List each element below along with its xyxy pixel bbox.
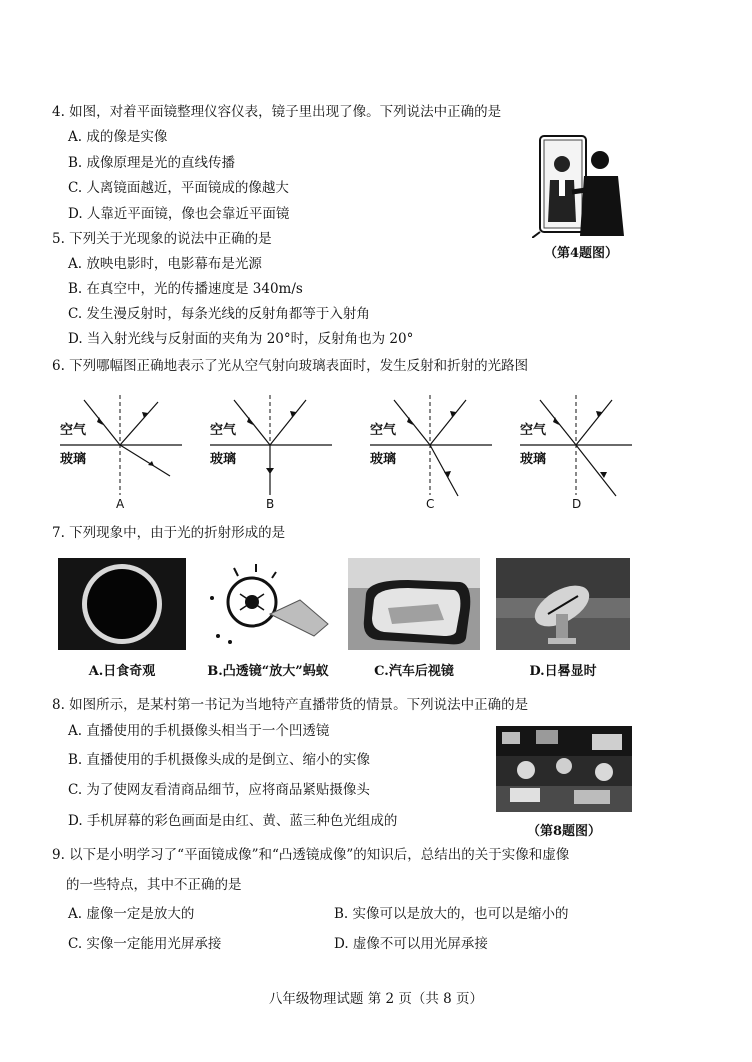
q7-stem: 7. 下列现象中，由于光的折射形成的是 [52, 525, 286, 541]
q6-diagram-b [210, 392, 340, 521]
q8-photo-livestream [496, 726, 632, 812]
q7-photo-b-magnifier [204, 558, 332, 650]
q4-option-a: A. 成的像是实像 [68, 129, 168, 145]
q9-option-a: A. 虚像一定是放大的 [68, 906, 195, 922]
q6-label-a: A [116, 497, 125, 511]
mirror-person-illustration [532, 132, 630, 238]
q4-figure [532, 132, 630, 238]
q6c-medium-air: 空气 [370, 423, 397, 438]
q8-option-a: A. 直播使用的手机摄像头相当于一个凹透镜 [68, 723, 330, 739]
q6a-medium-glass: 玻璃 [60, 452, 87, 467]
q8-stem: 8. 如图所示，是某村第一书记为当地特产直播带货的情景。下列说法中正确的是 [52, 697, 529, 713]
q7-photo-c-rearview-mirror [348, 558, 480, 650]
q8-option-c: C. 为了使网友看清商品细节，应将商品紧贴摄像头 [68, 782, 370, 798]
q7-caption-d: D.日晷显时 [529, 664, 597, 679]
q6-diagram-d [520, 392, 650, 521]
q9-option-c: C. 实像一定能用光屏承接 [68, 936, 222, 952]
q7-photo-a-eclipse [58, 558, 186, 650]
q5-option-d: D. 当入射光线与反射面的夹角为 20°时，反射角也为 20° [68, 331, 414, 347]
page-footer: 八年级物理试题 第 2 页（共 8 页） [268, 991, 484, 1007]
q7-caption-b: B.凸透镜“放大”蚂蚁 [207, 664, 329, 679]
q7-caption-a: A.日食奇观 [88, 664, 156, 679]
q5-stem: 5. 下列关于光现象的说法中正确的是 [52, 231, 272, 247]
q6c-medium-glass: 玻璃 [370, 452, 397, 467]
q6b-medium-air: 空气 [210, 423, 237, 438]
q6-diagram-a [60, 392, 190, 521]
q8-option-b: B. 直播使用的手机摄像头成的是倒立、缩小的实像 [68, 752, 371, 768]
q4-stem: 4. 如图，对着平面镜整理仪容仪表，镜子里出现了像。下列说法中正确的是 [52, 104, 502, 120]
q6-stem: 6. 下列哪幅图正确地表示了光从空气射向玻璃表面时，发生反射和折射的光路图 [52, 358, 529, 374]
q5-option-b: B. 在真空中，光的传播速度是 340m/s [68, 281, 303, 297]
q5-option-a: A. 放映电影时，电影幕布是光源 [68, 256, 262, 272]
q6a-medium-air: 空气 [60, 423, 87, 438]
q7-photo-d-sundial [496, 558, 630, 650]
q8-figure-caption: （第8题图） [526, 824, 602, 839]
q4-option-c: C. 人离镜面越近，平面镜成的像越大 [68, 180, 289, 196]
q8-option-d: D. 手机屏幕的彩色画面是由红、黄、蓝三种色光组成的 [68, 813, 398, 829]
q4-figure-caption: （第4题图） [543, 246, 619, 261]
q9-stem-line1: 9. 以下是小明学习了“平面镜成像”和“凸透镜成像”的知识后，总结出的关于实像和虚像 [52, 847, 570, 863]
q6d-medium-air: 空气 [520, 423, 547, 438]
q4-option-d: D. 人靠近平面镜，像也会靠近平面镜 [68, 206, 290, 222]
q6-label-d: D [572, 497, 582, 511]
q6d-medium-glass: 玻璃 [520, 452, 547, 467]
q7-caption-c: C.汽车后视镜 [374, 664, 454, 679]
q6-label-b: B [266, 497, 275, 511]
q4-option-b: B. 成像原理是光的直线传播 [68, 155, 236, 171]
q5-option-c: C. 发生漫反射时，每条光线的反射角都等于入射角 [68, 306, 370, 322]
q9-option-b: B. 实像可以是放大的，也可以是缩小的 [334, 906, 569, 922]
q9-stem-line2: 的一些特点，其中不正确的是 [66, 877, 242, 893]
q6-label-c: C [426, 497, 435, 511]
q6-diagram-c [370, 392, 500, 521]
q9-option-d: D. 虚像不可以用光屏承接 [334, 936, 488, 952]
q6b-medium-glass: 玻璃 [210, 452, 237, 467]
